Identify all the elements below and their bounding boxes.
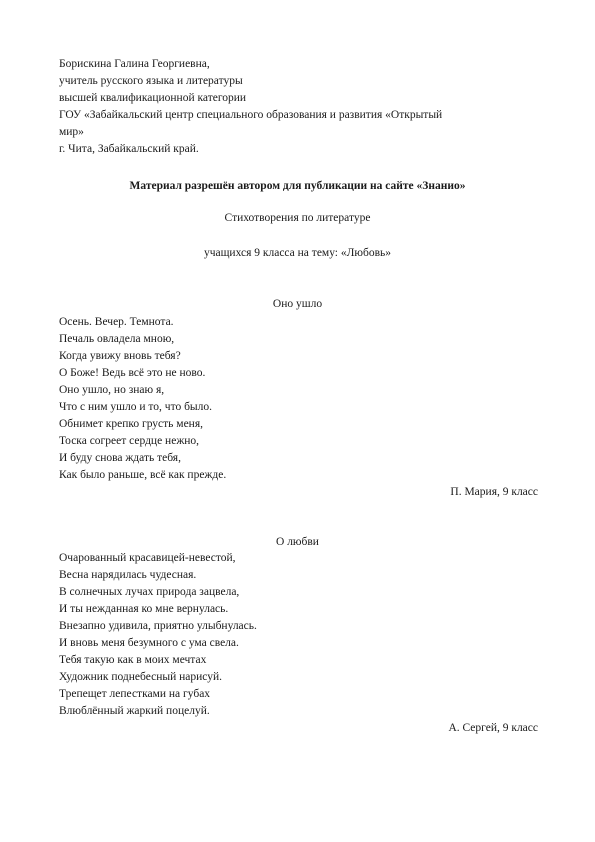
poem-line: Что с ним ушло и то, что было. xyxy=(59,401,213,413)
poem-author: А. Сергей, 9 класс xyxy=(448,722,538,734)
poem-line: Очарованный красавицей-невестой, xyxy=(59,552,236,564)
author-name: Борискина Галина Георгиевна, xyxy=(59,58,210,70)
poem-line: Тоска согреет сердце нежно, xyxy=(59,435,200,447)
poem-line: Осень. Вечер. Темнота. xyxy=(59,316,174,328)
poem-line: Влюблённый жаркий поцелуй. xyxy=(59,705,210,717)
poem-line: И буду снова ждать тебя, xyxy=(59,452,181,464)
poem-line: И вновь меня безумного с ума свела. xyxy=(59,637,239,649)
poem-line: Внезапно удивила, приятно улыбнулась. xyxy=(59,620,257,632)
poem-line: Тебя такую как в моих мечтах xyxy=(59,654,207,666)
permission-note: Материал разрешён автором для публикации на сайте «Знанио» xyxy=(129,180,466,192)
poem-line: Когда увижу вновь тебя? xyxy=(59,350,181,362)
poem-line: Обнимет крепко грусть меня, xyxy=(59,418,203,430)
poem-line: Как было раньше, всё как прежде. xyxy=(59,469,227,481)
poem-line: Весна нарядилась чудесная. xyxy=(59,569,197,581)
author-location: г. Чита, Забайкальский край. xyxy=(59,143,199,155)
poem-line: О Боже! Ведь всё это не ново. xyxy=(59,367,206,379)
collection-subtitle: учащихся 9 класса на тему: «Любовь» xyxy=(203,247,392,259)
poem-line: Трепещет лепестками на губах xyxy=(59,688,211,700)
author-organization: ГОУ «Забайкальский центр специального образования и развития «Открытый xyxy=(59,109,443,121)
author-category: высшей квалификационной категории xyxy=(59,92,247,104)
poem-line: Оно ушло, но знаю я, xyxy=(59,384,165,396)
poem-line: В солнечных лучах природа зацвела, xyxy=(59,586,240,598)
poem-author: П. Мария, 9 класс xyxy=(450,486,538,498)
poem-title: О любви xyxy=(276,536,319,548)
collection-title: Стихотворения по литературе xyxy=(224,212,371,224)
author-position: учитель русского языка и литературы xyxy=(59,75,243,87)
poem-line: И ты нежданная ко мне вернулась. xyxy=(59,603,229,615)
poem-line: Художник поднебесный нарисуй. xyxy=(59,671,223,683)
poem-title: Оно ушло xyxy=(272,298,323,310)
author-organization-cont: мир» xyxy=(59,126,84,138)
poem-line: Печаль овладела мною, xyxy=(59,333,175,345)
